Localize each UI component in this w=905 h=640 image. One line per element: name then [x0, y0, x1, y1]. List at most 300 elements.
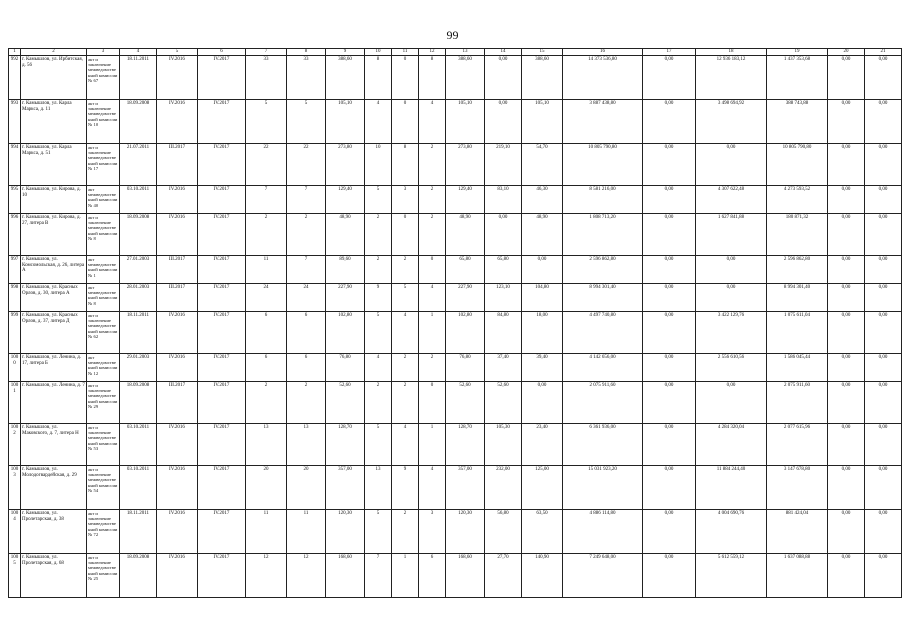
document-date-cell: 18.09.2008 — [120, 100, 157, 144]
document-date-cell: 18.11.2011 — [120, 56, 157, 100]
extra-funds-cell: 0,00 — [828, 312, 865, 354]
resettled-count-cell: 22 — [287, 144, 326, 186]
extra-funds-cell: 0,00 — [828, 354, 865, 382]
regional-budget-cell: 0,00 — [696, 256, 767, 284]
local-budget-cell: 1 637 088,88 — [767, 554, 828, 598]
rooms-total-cell: 5 — [365, 424, 392, 466]
cost-total-cell: 2 596 862,80 — [563, 256, 643, 284]
extra-funds-cell: 0,00 — [828, 144, 865, 186]
extra-funds-cell: 0,00 — [828, 214, 865, 256]
table-row — [9, 56, 902, 100]
rooms-municipal-cell: 2 — [419, 186, 446, 214]
area-total-cell: 388,60 — [326, 56, 365, 100]
resettled-count-cell: 7 — [287, 186, 326, 214]
resettled-count-cell: 2 — [287, 382, 326, 424]
column-number-1: 1 — [9, 49, 21, 56]
area-municipal-cell: 46,30 — [522, 186, 563, 214]
column-number-21: 21 — [865, 49, 902, 56]
fund-cell: 0,00 — [643, 554, 696, 598]
cost-total-cell: 6 361 936,00 — [563, 424, 643, 466]
area-municipal-cell: 0,00 — [522, 256, 563, 284]
period-start-cell: IV.2016 — [157, 354, 198, 382]
area-private-cell: 0,00 — [485, 100, 522, 144]
fund-cell: 0,00 — [643, 466, 696, 510]
address-cell: г. Камышлов, ул. Пролетарская, д. 68 — [21, 554, 87, 598]
rooms-total-cell: 2 — [365, 256, 392, 284]
extra-funds-cell: 0,00 — [828, 554, 865, 598]
area-total-cell: 168,60 — [326, 554, 365, 598]
document-cell: акт межведомственной комиссии № 1 — [87, 256, 120, 284]
area-municipal-cell: 125,00 — [522, 466, 563, 510]
register-table — [8, 48, 902, 598]
document-date-cell: 03.10.2011 — [120, 186, 157, 214]
rooms-municipal-cell: 0 — [419, 256, 446, 284]
rooms-private-cell: 2 — [392, 382, 419, 424]
residents-count-cell: 12 — [246, 554, 287, 598]
table-row — [9, 424, 902, 466]
column-number-5: 5 — [157, 49, 198, 56]
regional-budget-cell: 4 307 622,48 — [696, 186, 767, 214]
period-end-cell: IV.2017 — [198, 312, 246, 354]
residents-count-cell: 6 — [246, 312, 287, 354]
area-total-cell: 105,10 — [326, 100, 365, 144]
local-budget-cell: 1 075 611,04 — [767, 312, 828, 354]
extra-funds-cell: 0,00 — [828, 424, 865, 466]
period-end-cell: IV.2017 — [198, 424, 246, 466]
resettled-count-cell: 6 — [287, 312, 326, 354]
column-number-6: 6 — [198, 49, 246, 56]
document-cell: акт и заключение межведомственной комиссии № 62 — [87, 312, 120, 354]
rooms-private-cell: 0 — [392, 214, 419, 256]
period-start-cell: IV.2016 — [157, 510, 198, 554]
period-start-cell: IV.2016 — [157, 56, 198, 100]
area-municipal-cell: 0,00 — [522, 382, 563, 424]
document-date-cell: 18.09.2008 — [120, 554, 157, 598]
column-number-10: 10 — [365, 49, 392, 56]
rooms-private-cell: 8 — [392, 144, 419, 186]
local-budget-cell: 2 075 911,60 — [767, 382, 828, 424]
area-resettled-cell: 168,60 — [446, 554, 485, 598]
residents-count-cell: 2 — [246, 382, 287, 424]
other-funds-cell: 0,00 — [865, 510, 902, 554]
area-resettled-cell: 129,40 — [446, 186, 485, 214]
fund-cell: 0,00 — [643, 214, 696, 256]
period-end-cell: IV.2017 — [198, 382, 246, 424]
rooms-total-cell: 4 — [365, 100, 392, 144]
area-resettled-cell: 65,80 — [446, 256, 485, 284]
address-cell: г. Камышлов, ул. Карла Маркса, д. 51 — [21, 144, 87, 186]
fund-cell: 0,00 — [643, 312, 696, 354]
column-number-19: 19 — [767, 49, 828, 56]
row-number: 1004 — [9, 510, 21, 554]
table-row — [9, 144, 902, 186]
period-end-cell: IV.2017 — [198, 256, 246, 284]
area-resettled-cell: 388,60 — [446, 56, 485, 100]
rooms-municipal-cell: 3 — [419, 510, 446, 554]
area-resettled-cell: 76,80 — [446, 354, 485, 382]
table-row — [9, 466, 902, 510]
document-cell: акт и заключение межведомственной комиссии № 25 — [87, 554, 120, 598]
area-resettled-cell: 52,60 — [446, 382, 485, 424]
period-start-cell: III.2017 — [157, 382, 198, 424]
other-funds-cell: 0,00 — [865, 466, 902, 510]
area-private-cell: 0,00 — [485, 214, 522, 256]
address-cell: г. Камышлов, ул. Маковского, д. 7, литера Н — [21, 424, 87, 466]
fund-cell: 0,00 — [643, 100, 696, 144]
rooms-total-cell: 10 — [365, 144, 392, 186]
address-cell: г. Камышлов, ул. Ленина, д. 17, литера Б — [21, 354, 87, 382]
regional-budget-cell: 0,00 — [696, 382, 767, 424]
extra-funds-cell: 0,00 — [828, 510, 865, 554]
extra-funds-cell: 0,00 — [828, 256, 865, 284]
rooms-municipal-cell: 4 — [419, 100, 446, 144]
cost-total-cell: 7 249 648,00 — [563, 554, 643, 598]
local-budget-cell: 2 077 615,96 — [767, 424, 828, 466]
residents-count-cell: 7 — [246, 186, 287, 214]
other-funds-cell: 0,00 — [865, 284, 902, 312]
period-end-cell: IV.2017 — [198, 284, 246, 312]
area-private-cell: 0,00 — [485, 56, 522, 100]
local-budget-cell: 10 805 790,80 — [767, 144, 828, 186]
local-budget-cell: 1 586 045,44 — [767, 354, 828, 382]
document-date-cell: 27.01.2003 — [120, 256, 157, 284]
other-funds-cell: 0,00 — [865, 354, 902, 382]
column-number-12: 12 — [419, 49, 446, 56]
local-budget-cell: 8 994 301,40 — [767, 284, 828, 312]
column-number-8: 8 — [287, 49, 326, 56]
document-date-cell: 18.09.2008 — [120, 382, 157, 424]
column-number-16: 16 — [563, 49, 643, 56]
rooms-total-cell: 2 — [365, 214, 392, 256]
rooms-municipal-cell: 4 — [419, 284, 446, 312]
row-number: 999 — [9, 312, 21, 354]
fund-cell: 0,00 — [643, 424, 696, 466]
local-budget-cell: 4 273 593,52 — [767, 186, 828, 214]
area-private-cell: 37,40 — [485, 354, 522, 382]
period-start-cell: IV.2016 — [157, 214, 198, 256]
area-total-cell: 102,80 — [326, 312, 365, 354]
rooms-municipal-cell: 1 — [419, 424, 446, 466]
rooms-total-cell: 2 — [365, 382, 392, 424]
table-row — [9, 312, 902, 354]
local-budget-cell: 3 147 678,80 — [767, 466, 828, 510]
other-funds-cell: 0,00 — [865, 382, 902, 424]
rooms-municipal-cell: 4 — [419, 466, 446, 510]
rooms-private-cell: 2 — [392, 256, 419, 284]
cost-total-cell: 4 886 114,80 — [563, 510, 643, 554]
regional-budget-cell: 5 612 559,12 — [696, 554, 767, 598]
area-private-cell: 27,70 — [485, 554, 522, 598]
cost-total-cell: 8 994 301,40 — [563, 284, 643, 312]
area-private-cell: 84,80 — [485, 312, 522, 354]
row-number: 1005 — [9, 554, 21, 598]
extra-funds-cell: 0,00 — [828, 186, 865, 214]
fund-cell: 0,00 — [643, 186, 696, 214]
row-number: 994 — [9, 144, 21, 186]
address-cell: г. Камышлов, ул. Кирова, д. 27, литера В — [21, 214, 87, 256]
other-funds-cell: 0,00 — [865, 186, 902, 214]
extra-funds-cell: 0,00 — [828, 284, 865, 312]
row-number: 1001 — [9, 382, 21, 424]
page-number: 99 — [446, 28, 459, 42]
regional-budget-cell: 4 004 690,76 — [696, 510, 767, 554]
cost-total-cell: 14 373 536,80 — [563, 56, 643, 100]
period-start-cell: III.2017 — [157, 256, 198, 284]
area-private-cell: 83,10 — [485, 186, 522, 214]
rooms-private-cell: 9 — [392, 466, 419, 510]
cost-total-cell: 4 497 740,80 — [563, 312, 643, 354]
area-total-cell: 227,90 — [326, 284, 365, 312]
regional-budget-cell: 3 422 129,76 — [696, 312, 767, 354]
other-funds-cell: 0,00 — [865, 312, 902, 354]
period-end-cell: IV.2017 — [198, 144, 246, 186]
area-private-cell: 232,00 — [485, 466, 522, 510]
address-cell: г. Камышлов, ул. Молодогвардейская, д. 29 — [21, 466, 87, 510]
area-private-cell: 219,10 — [485, 144, 522, 186]
column-number-4: 4 — [120, 49, 157, 56]
table-row — [9, 214, 902, 256]
cost-total-cell: 15 031 923,20 — [563, 466, 643, 510]
column-number-2: 2 — [21, 49, 87, 56]
row-number: 1000 — [9, 354, 21, 382]
area-municipal-cell: 48,90 — [522, 214, 563, 256]
table-row — [9, 382, 902, 424]
fund-cell: 0,00 — [643, 284, 696, 312]
area-total-cell: 52,60 — [326, 382, 365, 424]
document-date-cell: 21.07.2011 — [120, 144, 157, 186]
local-budget-cell: 881 424,04 — [767, 510, 828, 554]
address-cell: г. Камышлов, ул. Карла Маркса, д. 11 — [21, 100, 87, 144]
area-municipal-cell: 18,00 — [522, 312, 563, 354]
area-resettled-cell: 357,00 — [446, 466, 485, 510]
row-number: 1003 — [9, 466, 21, 510]
period-end-cell: IV.2017 — [198, 510, 246, 554]
area-total-cell: 89,60 — [326, 256, 365, 284]
rooms-total-cell: 5 — [365, 186, 392, 214]
period-start-cell: IV.2016 — [157, 186, 198, 214]
document-cell: акт межведомственной комиссии № 40 — [87, 186, 120, 214]
extra-funds-cell: 0,00 — [828, 100, 865, 144]
fund-cell: 0,00 — [643, 144, 696, 186]
period-start-cell: IV.2016 — [157, 466, 198, 510]
other-funds-cell: 0,00 — [865, 554, 902, 598]
table-row — [9, 284, 902, 312]
period-end-cell: IV.2017 — [198, 354, 246, 382]
cost-total-cell: 10 805 790,80 — [563, 144, 643, 186]
other-funds-cell: 0,00 — [865, 214, 902, 256]
period-start-cell: III.2017 — [157, 284, 198, 312]
other-funds-cell: 0,00 — [865, 256, 902, 284]
rooms-private-cell: 4 — [392, 312, 419, 354]
document-date-cell: 29.01.2003 — [120, 354, 157, 382]
cost-total-cell: 3 887 438,80 — [563, 100, 643, 144]
area-private-cell: 105,30 — [485, 424, 522, 466]
residents-count-cell: 2 — [246, 214, 287, 256]
address-cell: г. Камышлов, ул. Пролетарская, д. 38 — [21, 510, 87, 554]
column-number-15: 15 — [522, 49, 563, 56]
fund-cell: 0,00 — [643, 56, 696, 100]
address-cell: г. Камышлов, ул. Красных Орлов, д. 30, литера А — [21, 284, 87, 312]
document-cell: акт и заключение межведомственной комиссии № 72 — [87, 510, 120, 554]
resettled-count-cell: 24 — [287, 284, 326, 312]
resettled-count-cell: 11 — [287, 510, 326, 554]
area-total-cell: 129,40 — [326, 186, 365, 214]
area-municipal-cell: 23,40 — [522, 424, 563, 466]
table-row — [9, 256, 902, 284]
document-date-cell: 18.11.2011 — [120, 510, 157, 554]
document-date-cell: 03.10.2011 — [120, 424, 157, 466]
fund-cell: 0,00 — [643, 354, 696, 382]
residents-count-cell: 6 — [246, 354, 287, 382]
document-cell: акт и заключение межведомственной комиссии № 67 — [87, 56, 120, 100]
document-date-cell: 18.09.2008 — [120, 214, 157, 256]
area-private-cell: 52,60 — [485, 382, 522, 424]
column-number-18: 18 — [696, 49, 767, 56]
address-cell: г. Камышлов, ул. Кирова, д. 10 — [21, 186, 87, 214]
regional-budget-cell: 2 556 610,56 — [696, 354, 767, 382]
residents-count-cell: 11 — [246, 510, 287, 554]
table-row — [9, 100, 902, 144]
document-cell: акт межведомственной комиссии № 8 — [87, 284, 120, 312]
residents-count-cell: 20 — [246, 466, 287, 510]
extra-funds-cell: 0,00 — [828, 382, 865, 424]
rooms-total-cell: 8 — [365, 56, 392, 100]
rooms-private-cell: 0 — [392, 100, 419, 144]
column-number-17: 17 — [643, 49, 696, 56]
regional-budget-cell: 1 627 841,88 — [696, 214, 767, 256]
period-end-cell: IV.2017 — [198, 56, 246, 100]
resettled-count-cell: 33 — [287, 56, 326, 100]
document-cell: акт и заключение межведомственной комиссии № 8 — [87, 214, 120, 256]
area-municipal-cell: 105,10 — [522, 100, 563, 144]
area-municipal-cell: 39,40 — [522, 354, 563, 382]
other-funds-cell: 0,00 — [865, 424, 902, 466]
local-budget-cell: 388 743,88 — [767, 100, 828, 144]
area-resettled-cell: 273,80 — [446, 144, 485, 186]
rooms-municipal-cell: 0 — [419, 382, 446, 424]
area-private-cell: 123,10 — [485, 284, 522, 312]
row-number: 992 — [9, 56, 21, 100]
local-budget-cell: 180 871,32 — [767, 214, 828, 256]
resettled-count-cell: 20 — [287, 466, 326, 510]
period-end-cell: IV.2017 — [198, 100, 246, 144]
period-start-cell: IV.2016 — [157, 424, 198, 466]
rooms-private-cell: 0 — [392, 56, 419, 100]
area-municipal-cell: 140,90 — [522, 554, 563, 598]
row-number: 996 — [9, 214, 21, 256]
area-municipal-cell: 63,50 — [522, 510, 563, 554]
rooms-municipal-cell: 6 — [419, 554, 446, 598]
column-number-3: 3 — [87, 49, 120, 56]
regional-budget-cell: 0,00 — [696, 284, 767, 312]
column-number-11: 11 — [392, 49, 419, 56]
area-resettled-cell: 102,80 — [446, 312, 485, 354]
document-cell: акт и заключение межведомственной комиссии № 54 — [87, 466, 120, 510]
row-number: 1002 — [9, 424, 21, 466]
rooms-total-cell: 13 — [365, 466, 392, 510]
table-row — [9, 186, 902, 214]
row-number: 995 — [9, 186, 21, 214]
document-cell: акт межведомственной комиссии № 12 — [87, 354, 120, 382]
column-number-7: 7 — [246, 49, 287, 56]
rooms-municipal-cell: 1 — [419, 312, 446, 354]
period-start-cell: III.2017 — [157, 144, 198, 186]
document-date-cell: 28.01.2003 — [120, 284, 157, 312]
period-start-cell: IV.2016 — [157, 312, 198, 354]
resettled-count-cell: 5 — [287, 100, 326, 144]
column-number-9: 9 — [326, 49, 365, 56]
cost-total-cell: 8 581 216,00 — [563, 186, 643, 214]
document-cell: акт и заключение межведомственной комиссии № 53 — [87, 424, 120, 466]
residents-count-cell: 11 — [246, 256, 287, 284]
table-row — [9, 354, 902, 382]
cost-total-cell: 1 808 713,20 — [563, 214, 643, 256]
rooms-municipal-cell: 2 — [419, 144, 446, 186]
period-end-cell: IV.2017 — [198, 554, 246, 598]
area-resettled-cell: 105,10 — [446, 100, 485, 144]
area-total-cell: 273,80 — [326, 144, 365, 186]
rooms-private-cell: 1 — [392, 554, 419, 598]
resettled-count-cell: 6 — [287, 354, 326, 382]
area-municipal-cell: 54,70 — [522, 144, 563, 186]
residents-count-cell: 24 — [246, 284, 287, 312]
residents-count-cell: 13 — [246, 424, 287, 466]
row-number: 998 — [9, 284, 21, 312]
area-municipal-cell: 104,80 — [522, 284, 563, 312]
rooms-total-cell: 7 — [365, 554, 392, 598]
row-number: 993 — [9, 100, 21, 144]
resettled-count-cell: 2 — [287, 214, 326, 256]
row-number: 997 — [9, 256, 21, 284]
rooms-private-cell: 2 — [392, 510, 419, 554]
area-total-cell: 76,80 — [326, 354, 365, 382]
resettled-count-cell: 12 — [287, 554, 326, 598]
regional-budget-cell: 12 936 183,12 — [696, 56, 767, 100]
regional-budget-cell: 4 284 320,04 — [696, 424, 767, 466]
cost-total-cell: 4 142 656,00 — [563, 354, 643, 382]
column-number-row — [9, 49, 902, 56]
period-end-cell: IV.2017 — [198, 466, 246, 510]
fund-cell: 0,00 — [643, 256, 696, 284]
area-total-cell: 357,00 — [326, 466, 365, 510]
area-total-cell: 120,30 — [326, 510, 365, 554]
period-end-cell: IV.2017 — [198, 214, 246, 256]
address-cell: г. Камышлов, ул. Ирбитская, д. 56 — [21, 56, 87, 100]
regional-budget-cell: 3 498 694,92 — [696, 100, 767, 144]
table-row — [9, 510, 902, 554]
document-date-cell: 03.10.2011 — [120, 466, 157, 510]
fund-cell: 0,00 — [643, 382, 696, 424]
document-cell: акт и заключение межведомственной комиссии № 10 — [87, 100, 120, 144]
address-cell: г. Камышлов, ул. Ленина, д. 7 — [21, 382, 87, 424]
local-budget-cell: 2 596 862,80 — [767, 256, 828, 284]
regional-budget-cell: 11 884 244,40 — [696, 466, 767, 510]
area-total-cell: 48,90 — [326, 214, 365, 256]
area-municipal-cell: 388,60 — [522, 56, 563, 100]
period-start-cell: IV.2016 — [157, 100, 198, 144]
rooms-municipal-cell: 8 — [419, 56, 446, 100]
rooms-private-cell: 4 — [392, 424, 419, 466]
address-cell: г. Камышлов, ул. Комсомольская, д. 26, литера А — [21, 256, 87, 284]
document-date-cell: 18.11.2011 — [120, 312, 157, 354]
regional-budget-cell: 0,00 — [696, 144, 767, 186]
extra-funds-cell: 0,00 — [828, 466, 865, 510]
period-end-cell: IV.2017 — [198, 186, 246, 214]
rooms-municipal-cell: 2 — [419, 214, 446, 256]
other-funds-cell: 0,00 — [865, 144, 902, 186]
rooms-private-cell: 5 — [392, 284, 419, 312]
table-row — [9, 554, 902, 598]
